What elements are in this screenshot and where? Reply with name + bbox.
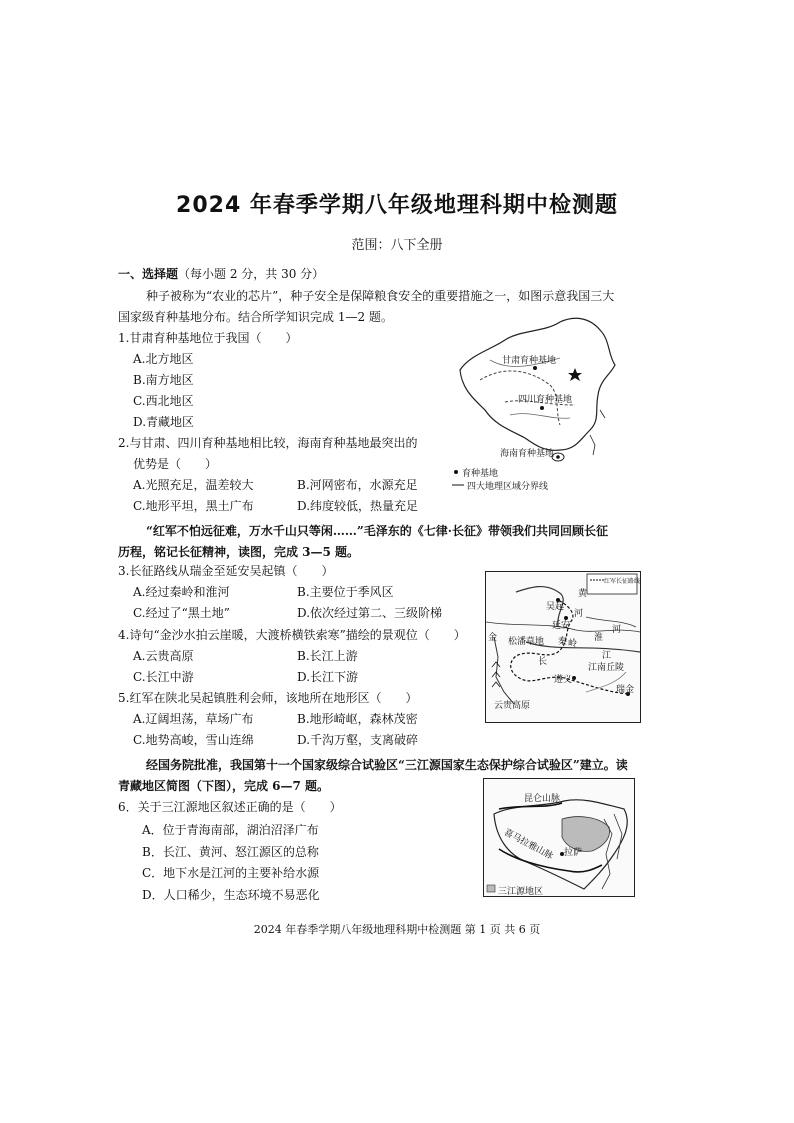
q3-option-c: C.经过了“黑土地” [133,606,230,620]
label-sichuan-base: 四川育种基地 [518,395,573,405]
q3-stem: 3.长征路线从瑞金至延安吴起镇（ ） [118,564,334,578]
q2-stem-line2: 优势是（ ） [133,457,218,471]
q4-option-c: C.长江中游 [133,670,194,684]
exam-scope: 范围：八下全册 [351,238,443,253]
q6-option-b: B．长江、黄河、怒江源区的总称 [142,845,319,859]
section-note: （每小题 2 分，共 30 分） [178,267,325,281]
q4-option-a: A.云贵高原 [133,649,194,663]
q2-option-b: B.河网密布，水源充足 [297,478,418,492]
q1-option-d: D.青藏地区 [133,415,195,429]
q2-option-a: A.光照充足，温差较大 [133,478,254,492]
label-jiang: 江 [602,651,612,661]
q4-option-b: B.长江上游 [297,649,358,663]
page-footer: 2024 年春季学期八年级地理科期中检测题 第 1 页 共 6 页 [253,923,541,936]
label-chang: 长 [538,657,548,667]
q6-option-c: C．地下水是江河的主要补给水源 [142,866,320,880]
label-kunlun: 昆仑山脉 [524,794,561,804]
label-he: 河 [574,609,584,619]
intro2-line2: 历程，铭记长征精神，读图，完成 3—5 题。 [118,545,360,559]
q1-option-c: C.西北地区 [133,394,194,408]
label-himalaya: 喜马拉雅山脉 [502,827,555,862]
label-huang: 黄 [578,589,588,599]
label-gansu-base: 甘肃育种基地 [502,356,557,366]
breeding-base-map [450,310,625,495]
intro2-line1: “红军不怕远征难，万水千山只等闲……”毛泽东的《七律·长征》带领我们共同回顾长征 [146,524,608,538]
intro1-line1: 种子被称为“农业的芯片”，种子安全是保障粮食安全的重要措施之一，如图示意我国三大 [146,289,615,303]
label-huai: 淮 [594,633,604,643]
exam-title: 2024 年春季学期八年级地理科期中检测题 [176,193,618,218]
q3-option-d: D.依次经过第二、三级阶梯 [297,606,443,620]
label-ruijin: 瑞金 [616,685,635,695]
q1-option-a: A.北方地区 [133,352,194,366]
intro3-line1: 经国务院批准，我国第十一个国家级综合试验区“三江源国家生态保护综合试验区”建立。读 [146,758,628,772]
label-he2: 河 [612,625,622,635]
q1-option-b: B.南方地区 [133,373,194,387]
q5-option-b: B.地形崎岖，森林茂密 [297,712,418,726]
q5-option-a: A.辽阔坦荡，草场广布 [133,712,254,726]
label-jin: 金 [488,633,498,643]
legend-region-boundary: 四大地理区域分界线 [467,482,549,492]
legend-sanjiangyuan: 三江源地区 [498,887,544,897]
label-zunyi: 遵义 [554,675,573,685]
legend-long-march-route: 红军长征路线 [604,578,641,585]
q2-option-c: C.地形平坦，黑土广布 [133,499,254,513]
label-lhasa: 拉萨 [564,848,583,858]
q3-option-a: A.经过秦岭和淮河 [133,585,230,599]
q5-stem: 5.红军在陕北吴起镇胜利会师，该地所在地形区（ ） [118,691,418,705]
label-hainan-base: 海南育种基地 [500,449,555,459]
label-yungui: 云贵高原 [494,701,531,711]
label-jiangnan-hills: 江南丘陵 [588,663,625,673]
legend-breeding-base: 育种基地 [462,469,499,479]
q4-option-d: D.长江下游 [297,670,359,684]
q6-option-d: D．人口稀少，生态环境不易恶化 [142,888,320,902]
qinghai-tibet-map [483,778,635,897]
section-heading [118,266,324,282]
q2-stem-line1: 2.与甘肃、四川育种基地相比较，海南育种基地最突出的 [118,436,418,450]
label-ling: 岭 [568,639,578,649]
label-caodi: 草地 [526,637,545,647]
intro3-line2: 青藏地区简图（下图），完成 6—7 题。 [118,779,330,793]
q4-stem: 4.诗句“金沙水拍云崖暖，大渡桥横铁索寒”描绘的景观位（ ） [118,628,466,642]
q2-option-d: D.纬度较低，热量充足 [297,499,419,513]
long-march-map [485,571,641,723]
q5-option-c: C.地势高峻，雪山连绵 [133,733,254,747]
section-title: 一、选择题 [118,267,179,281]
q6-option-a: A．位于青海南部，湖泊沼泽广布 [142,823,319,837]
label-songpan: 松潘 [508,637,527,647]
intro1-line2: 国家级育种基地分布。结合所学知识完成 1—2 题。 [118,310,393,324]
q6-stem: 6．关于三江源地区叙述正确的是（ ） [118,800,342,814]
q3-option-b: B.主要位于季风区 [297,585,394,599]
q1-stem: 1.甘肃育种基地位于我国（ ） [118,331,298,345]
q5-option-d: D.千沟万壑，支离破碎 [297,733,419,747]
label-qin: 秦 [558,637,568,647]
label-wuqi: 吴起 [546,602,565,612]
label-yanan: 延安 [552,621,571,631]
